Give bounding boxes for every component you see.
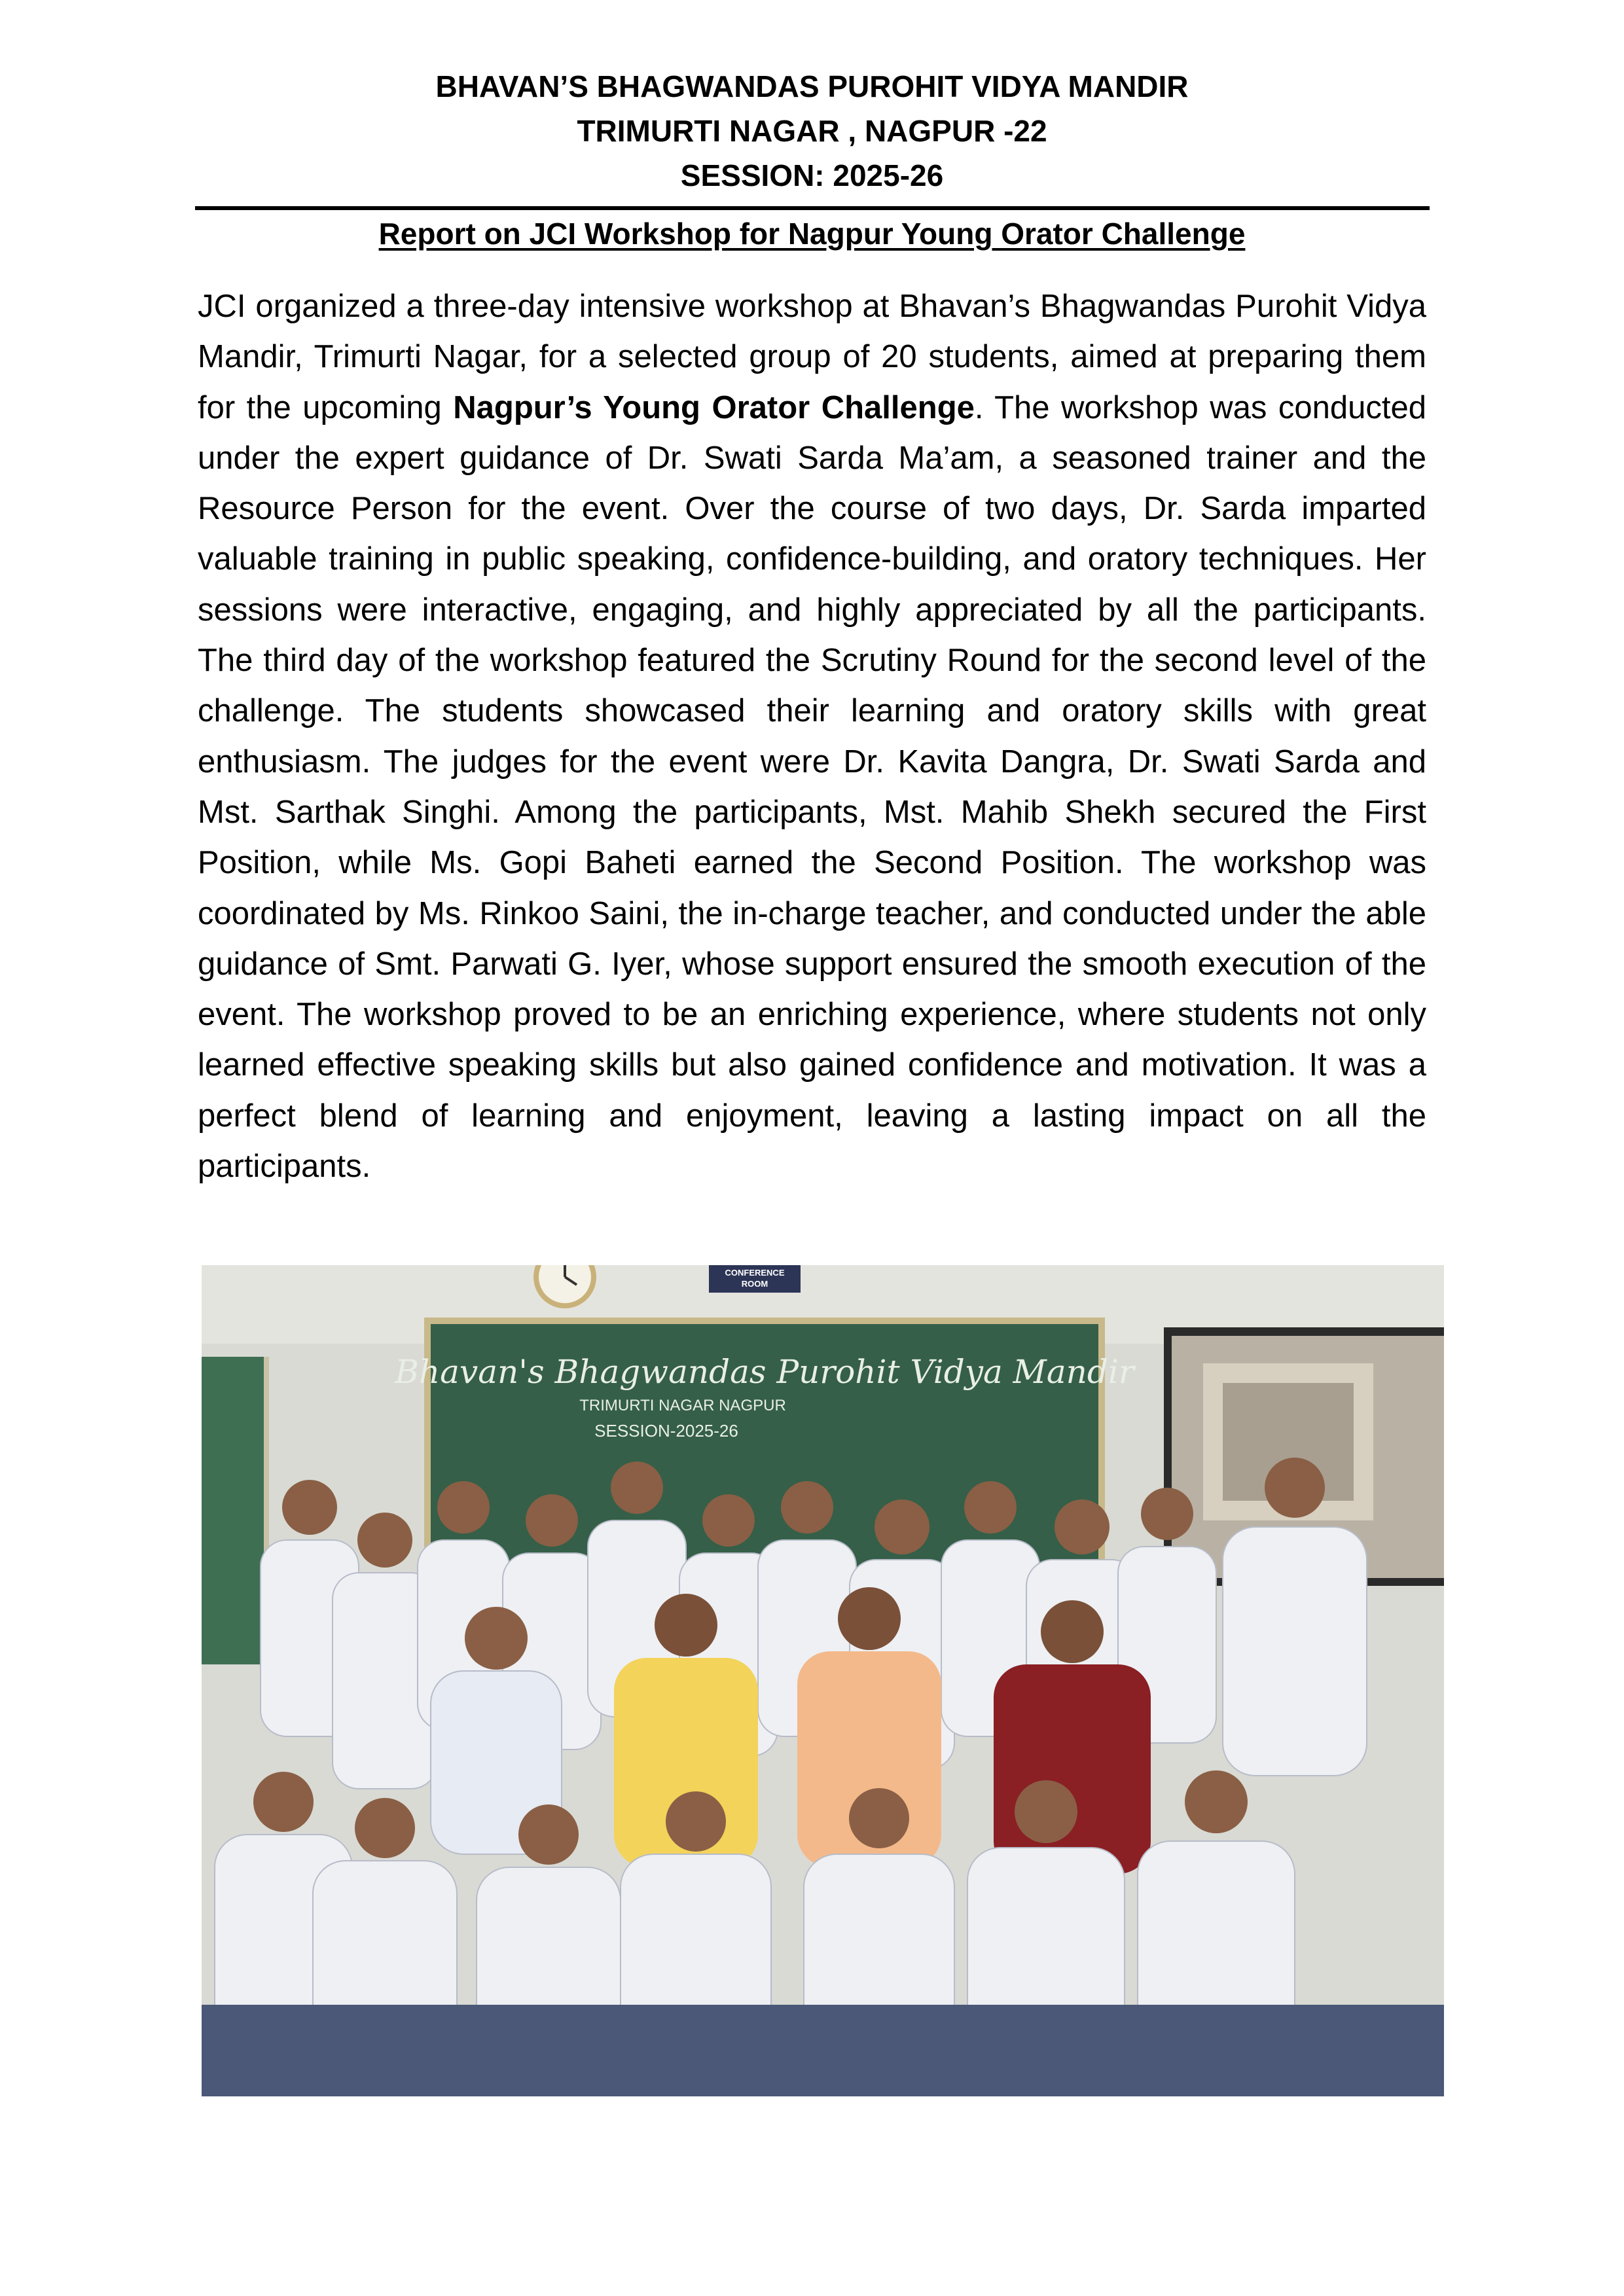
school-name: BHAVAN’S BHAGWANDAS PUROHIT VIDYA MANDIR (435, 69, 1189, 103)
session-label: SESSION: 2025-26 (680, 158, 944, 192)
students-front-row (202, 1835, 1444, 2096)
svg-text:ROOM: ROOM (741, 1279, 768, 1289)
report-title: Report on JCI Workshop for Nagpur Young Orator Challenge (378, 217, 1246, 251)
school-address: TRIMURTI NAGAR , NAGPUR -22 (577, 114, 1047, 148)
header-divider (195, 206, 1430, 210)
report-highlight: Nagpur’s Young Orator Challenge (453, 389, 975, 425)
report-text-part1: JCI organized a three-day intensive workshop at Bhavan’s Bhagwandas Purohit Vidya Mandir, Trimurti Nagar, for a selected group of 20 students, aimed at preparing them for the upcoming (198, 289, 1426, 425)
conference-room-sign (709, 1265, 801, 1293)
group-photo (202, 1265, 1444, 2096)
svg-text:TRIMURTI NAGAR NAGPUR: TRIMURTI NAGAR NAGPUR (579, 1397, 786, 1414)
school-header (196, 64, 1428, 198)
report-body (198, 281, 1426, 1192)
svg-text:SESSION-2025-26: SESSION-2025-26 (594, 1421, 738, 1441)
report-text-part2: . The workshop was conducted under the expert guidance of Dr. Swati Sarda Ma’am, a seasoned trainer and the Resource Person for the event. Over the course of two days, Dr. Sarda imparted valuable training in public speaking, confidence-building, and oratory techniques. Her sessions were interactive, engaging, and highly appreciated by all the participants. The third day of the workshop featured the Scrutiny Round for the second level of the challenge. The students showcased their learning and oratory skills with great enthusiasm. The judges for the event were Dr. Kavita Dangra, Dr. Swati Sarda and Mst. Sarthak Singhi. Among the participants, Mst. Mahib Shekh secured the First Position, while Ms. Gopi Baheti earned the Second Position. The workshop was coordinated by Ms. Rinkoo Saini, the in-charge teacher, and conducted under the able guidance of Smt. Parwati G. Iyer, whose support ensured the smooth execution of the event. The workshop proved to be an enriching experience, where students not only learned effective speaking skills but also gained confidence and motivation. It was a perfect blend of learning and enjoyment, leaving a lasting impact on all the participants. (198, 389, 1426, 1185)
svg-text:CONFERENCE: CONFERENCE (725, 1268, 785, 1278)
svg-text:Bhavan's Bhagwandas Purohit Vi: Bhavan's Bhagwandas Purohit Vidya Mandir (395, 1353, 1134, 1391)
